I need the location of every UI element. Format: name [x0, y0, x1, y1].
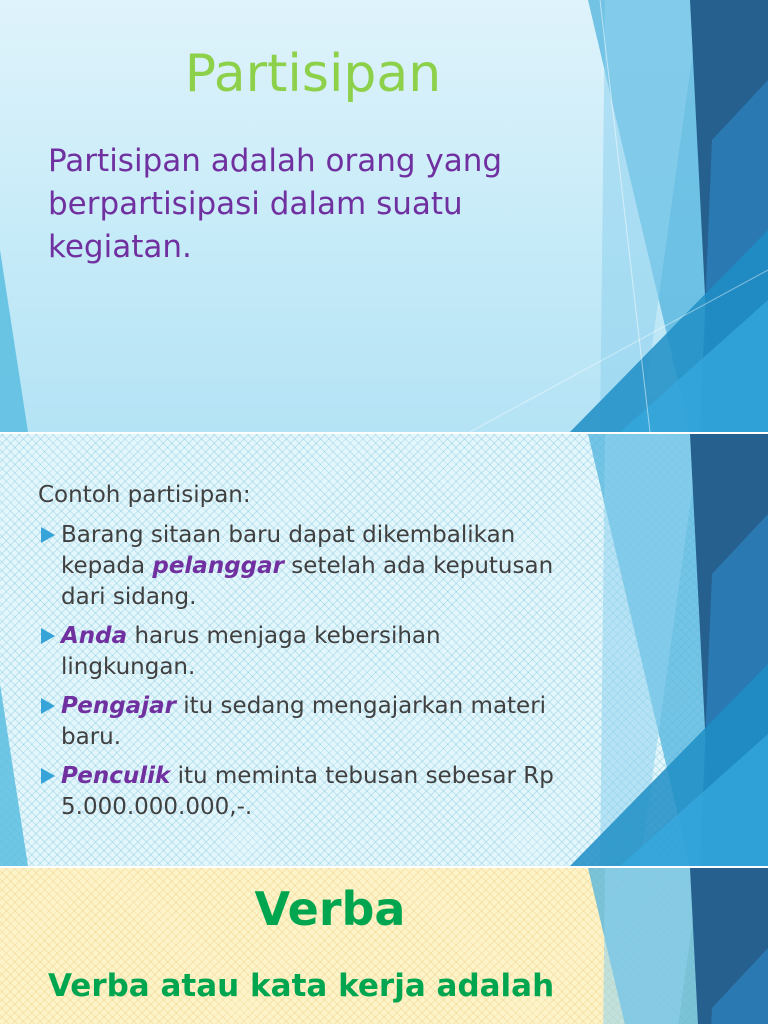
slide-title: Partisipan — [184, 44, 442, 104]
list-item — [38, 520, 578, 613]
examples-intro: Contoh partisipan: — [38, 482, 251, 508]
definition-text: Verba atau kata kerja adalah — [48, 968, 555, 1004]
triangle-bullet-icon — [41, 768, 55, 784]
item-text-before: Barang sitaan baru dapat dikembalikan kepada — [61, 522, 516, 579]
item-emphasis: Anda — [61, 623, 128, 649]
item-emphasis: pelanggar — [152, 553, 284, 579]
item-text-after: itu meminta tebusan sebesar Rp 5.000.000.000,-. — [61, 763, 554, 820]
triangle-bullet-icon — [41, 527, 55, 543]
triangle-bullet-icon — [41, 628, 55, 644]
item-emphasis: Pengajar — [61, 693, 176, 719]
list-item — [38, 761, 578, 823]
slide-verba — [0, 868, 768, 1024]
examples-list — [38, 520, 578, 831]
slide-partisipan-examples — [0, 434, 768, 866]
list-item — [38, 691, 578, 753]
item-emphasis: Penculik — [61, 763, 171, 789]
item-text-after: itu sedang mengajarkan materi baru. — [61, 693, 547, 750]
list-item — [38, 621, 578, 683]
definition-text: Partisipan adalah orang yang berpartisipasi dalam suatu kegiatan. — [48, 143, 503, 265]
item-text-after: setelah ada keputusan dari sidang. — [61, 553, 554, 610]
slide-title: Verba — [254, 882, 406, 936]
slide-partisipan-definition — [0, 0, 768, 432]
item-text-after: harus menjaga kebersihan lingkungan. — [61, 623, 441, 680]
triangle-bullet-icon — [41, 698, 55, 714]
